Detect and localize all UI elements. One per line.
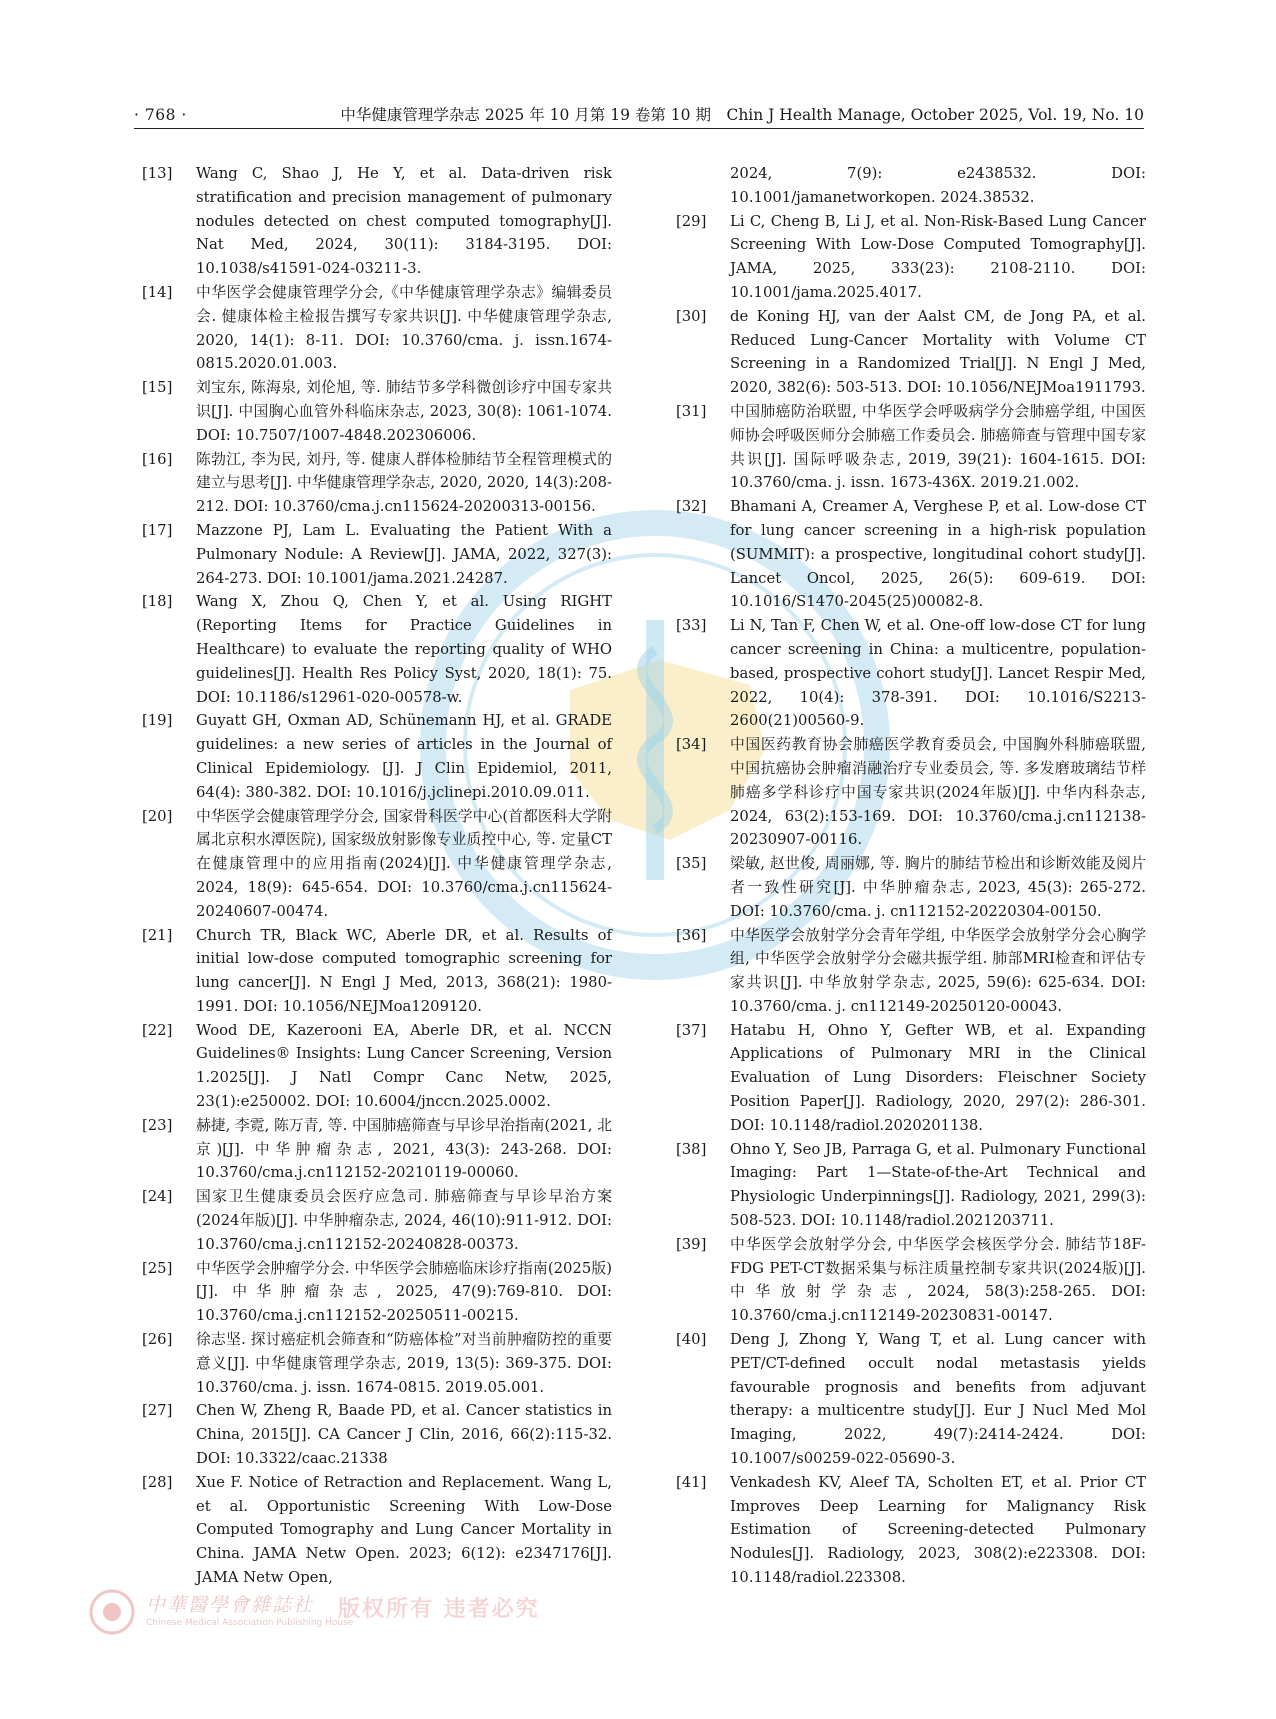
reference-item (676, 210, 1146, 305)
reference-text: 陈勃江, 李为民, 刘丹, 等. 健康人群体检肺结节全程管理模式的建立与思考[J]. 中华健康管理学杂志, 2020, 2020, 14(3):208-212. DOI: 10.3760/cma.j.cn115624-20200313-00156. (196, 450, 612, 516)
reference-item (142, 709, 612, 804)
reference-number: [26] (142, 1331, 173, 1349)
reference-text: 中华医学会放射学分会青年学组, 中华医学会放射学分会心胸学组, 中华医学会放射学分会磁共振学组. 肺部MRI检查和评估专家共识[J]. 中华放射学杂志, 2025, 59(6): 625-634. DOI: 10.3760/cma. j. cn112149-20250120-00043. (730, 926, 1146, 1015)
reference-text: Bhamani A, Creamer A, Verghese P, et al. Low-dose CT for lung cancer screening in a high-risk population (SUMMIT): a prospective, longitudinal cohort study[J]. Lancet Oncol, 2025, 26(5): 609-619. DOI: 10.1016/S1470-2045(25)00082-8. (730, 498, 1146, 611)
reference-text: Li N, Tan F, Chen W, et al. One-off low-dose CT for lung cancer screening in China: a multicentre, population-based, prospective cohort study[J]. Lancet Respir Med, 2022, 10(4): 378-391. DOI: 10.1016/S2213-2600(21)00560-9. (730, 617, 1146, 730)
reference-text: Mazzone PJ, Lam L. Evaluating the Patient With a Pulmonary Nodule: A Review[J]. JAMA, 2022, 327(3): 264-273. DOI: 10.1001/jama.2021.24287. (196, 521, 612, 587)
reference-number: [27] (142, 1402, 173, 1420)
publisher-name-en: Chinese Medical Association Publishing House (146, 1618, 354, 1628)
reference-number: [18] (142, 593, 173, 611)
reference-text: Li C, Cheng B, Li J, et al. Non-Risk-Based Lung Cancer Screening With Low-Dose Computed Tomography[J]. JAMA, 2025, 333(23): 2108-2110. DOI: 10.1001/jama.2025.4017. (730, 212, 1146, 301)
reference-text: 梁敏, 赵世俊, 周丽娜, 等. 胸片的肺结节检出和诊断效能及阅片者一致性研究[J]. 中华肿瘤杂志, 2023, 45(3): 265-272. DOI: 10.3760/cma. j. cn112152-20220304-00150. (730, 855, 1146, 920)
reference-number: [25] (142, 1259, 173, 1277)
reference-number: [21] (142, 926, 173, 944)
reference-item (142, 1114, 612, 1185)
reference-number: [15] (142, 379, 173, 397)
reference-item (142, 281, 612, 376)
reference-number: [39] (676, 1235, 707, 1253)
page-number: · 768 · (134, 106, 187, 124)
reference-number: [41] (676, 1473, 707, 1491)
running-header (134, 104, 1144, 129)
reference-number: [34] (676, 736, 707, 754)
reference-item (142, 590, 612, 709)
reference-text: 中华医学会健康管理学分会, 国家骨科医学中心(首都医科大学附属北京积水潭医院), 国家级放射影像专业质控中心, 等. 定量CT在健康管理中的应用指南(2024)[J]. 中华健康管理学杂志, 2024, 18(9): 645-654. DOI: 10.3760/cma.j.cn115624-20240607-00474. (196, 807, 612, 920)
reference-column-right (676, 162, 1146, 1590)
reference-number: [28] (142, 1473, 173, 1491)
reference-text: 中华医学会健康管理学分会,《中华健康管理学杂志》编辑委员会. 健康体检主检报告撰写专家共识[J]. 中华健康管理学杂志, 2020, 14(1): 8-11. DOI: 10.3760/cma. j. issn.1674-0815.2020.01.003. (196, 283, 612, 373)
reference-text: Ohno Y, Seo JB, Parraga G, et al. Pulmonary Functional Imaging: Part 1—State-of-the-Art Technical and Physiologic Underpinnings[J]. Radiology, 2021, 299(3): 508-523. DOI: 10.1148/radiol.2021203711. (730, 1140, 1146, 1230)
reference-item (676, 305, 1146, 400)
reference-number: [23] (142, 1116, 173, 1134)
reference-item (142, 1257, 612, 1328)
publisher-name: 中華醫學會雜誌社 (146, 1594, 315, 1616)
reference-item (142, 805, 612, 924)
reference-number: [31] (676, 402, 707, 420)
reference-text: Church TR, Black WC, Aberle DR, et al. Results of initial low-dose computed tomographic screening for lung cancer[J]. N Engl J Med, 2013, 368(21): 1980-1991. DOI: 10.1056/NEJMoa1209120. (196, 926, 612, 1015)
reference-text: Wang C, Shao J, He Y, et al. Data-driven risk stratification and precision management of pulmonary nodules detected on chest computed tomography[J]. Nat Med, 2024, 30(11): 3184-3195. DOI: 10.1038/s41591-024-03211-3. (196, 165, 612, 278)
reference-number: [16] (142, 450, 173, 468)
reference-item (676, 1138, 1146, 1233)
reference-item (142, 376, 612, 447)
reference-text: Venkadesh KV, Aleef TA, Scholten ET, et al. Prior CT Improves Deep Learning for Malignancy Risk Estimation of Screening-detected Pulmonary Nodules[J]. Radiology, 2023, 308(2):e223308. DOI: 10.1148/radiol.223308. (730, 1473, 1146, 1587)
reference-number: [24] (142, 1188, 173, 1206)
reference-item (676, 495, 1146, 614)
reference-number: [37] (676, 1021, 707, 1039)
journal-citation: 中华健康管理学杂志 2025 年 10 月第 19 卷第 10 期 Chin J Health Manage, October 2025, Vol. 19, No. 10 (340, 106, 1144, 124)
reference-number: [30] (676, 307, 707, 325)
reference-text: Chen W, Zheng R, Baade PD, et al. Cancer statistics in China, 2015[J]. CA Cancer J Clin, 2016, 66(2):115-32. DOI: 10.3322/caac.21338 (196, 1402, 612, 1468)
reference-item (142, 924, 612, 1019)
publisher-watermark (88, 1588, 588, 1644)
reference-item (142, 1019, 612, 1114)
reference-number: [19] (142, 712, 173, 730)
reference-text: Wood DE, Kazerooni EA, Aberle DR, et al. NCCN Guidelines® Insights: Lung Cancer Screening, Version 1.2025[J]. J Natl Compr Canc Netw, 2025, 23(1):e250002. DOI: 10.6004/jnccn.2025.0002. (196, 1021, 612, 1111)
reference-item (142, 1328, 612, 1399)
reference-number: [38] (676, 1140, 707, 1158)
reference-number: [32] (676, 498, 707, 516)
reference-item (676, 1233, 1146, 1328)
reference-item (142, 1399, 612, 1470)
reference-text: Guyatt GH, Oxman AD, Schünemann HJ, et al. GRADE guidelines: a new series of articles in the Journal of Clinical Epidemiology. [J]. J Clin Epidemiol, 2011, 64(4): 380-382. DOI: 10.1016/j.jclinepi.2010.09.011. (196, 712, 612, 801)
reference-text: Hatabu H, Ohno Y, Gefter WB, et al. Expanding Applications of Pulmonary MRI in the Clinical Evaluation of Lung Disorders: Fleischner Society Position Paper[J]. Radiology, 2020, 297(2): 286-301. DOI: 10.1148/radiol.2020201138. (730, 1021, 1146, 1134)
reference-text: 中国肺癌防治联盟, 中华医学会呼吸病学分会肺癌学组, 中国医师协会呼吸医师分会肺癌工作委员会. 肺癌筛查与管理中国专家共识[J]. 国际呼吸杂志, 2019, 39(21): 1604-1615. DOI: 10.3760/cma. j. issn. 1673-436X. 2019.21.002. (730, 402, 1146, 492)
reference-item (676, 614, 1146, 733)
reference-text: 刘宝东, 陈海泉, 刘伦旭, 等. 肺结节多学科微创诊疗中国专家共识[J]. 中国胸心血管外科临床杂志, 2023, 30(8): 1061-1074. DOI: 10.7507/1007-4848.202306006. (196, 379, 612, 444)
reference-item (676, 733, 1146, 852)
publisher-logo-icon (88, 1588, 136, 1636)
reference-number: [13] (142, 165, 173, 182)
reference-item (676, 852, 1146, 923)
reference-number: [20] (142, 807, 173, 825)
reference-text: Deng J, Zhong Y, Wang T, et al. Lung cancer with PET/CT-defined occult nodal metastasis yields favourable prognosis and benefits from adjuvant therapy: a multicentre study[J]. Eur J Nucl Med Mol Imaging, 2022, 49(7):2414-2424. DOI: 10.1007/s00259-022-05690-3. (730, 1331, 1146, 1468)
reference-item (676, 1019, 1146, 1138)
reference-number: [22] (142, 1021, 173, 1039)
reference-item (676, 1471, 1146, 1590)
reference-text: 赫捷, 李霓, 陈万青, 等. 中国肺癌筛查与早诊早治指南(2021, 北京)[J]. 中华肿瘤杂志, 2021, 43(3): 243-268. DOI: 10.3760/cma.j.cn112152-20210119-00060. (196, 1116, 612, 1182)
reference-number: [36] (676, 926, 707, 944)
reference-number: [35] (676, 855, 707, 873)
reference-number: [29] (676, 212, 707, 230)
reference-item (676, 1328, 1146, 1471)
reference-text: de Koning HJ, van der Aalst CM, de Jong PA, et al. Reduced Lung-Cancer Mortality with Volume CT Screening in a Randomized Trial[J]. N Engl J Med, 2020, 382(6): 503-513. DOI: 10.1056/NEJMoa1911793. (730, 307, 1146, 397)
reference-item (142, 1471, 612, 1590)
reference-number: [33] (676, 617, 707, 635)
reference-text: 中华医学会肿瘤学分会. 中华医学会肺癌临床诊疗指南(2025版)[J]. 中华肿瘤杂志, 2025, 47(9):769-810. DOI: 10.3760/cma.j.cn112152-20250511-00215. (196, 1259, 612, 1325)
reference-text: Xue F. Notice of Retraction and Replacement. Wang L, et al. Opportunistic Screening With Low-Dose Computed Tomography and Lung Cancer Mortality in China. JAMA Netw Open. 2023; 6(12): e2347176[J]. JAMA Netw Open, (196, 1473, 612, 1587)
reference-text: 中华医学会放射学分会, 中华医学会核医学分会. 肺结节18F-FDG PET-CT数据采集与标注质量控制专家共识(2024版)[J]. 中华放射学杂志, 2024, 58(3):258-265. DOI: 10.3760/cma.j.cn112149-20230831-00147. (730, 1235, 1146, 1325)
reference-number: [14] (142, 283, 173, 301)
reference-item (142, 448, 612, 519)
reference-item (142, 519, 612, 590)
reference-number: [17] (142, 521, 173, 539)
reference-number: [40] (676, 1331, 707, 1349)
reference-column-left (142, 162, 612, 1590)
copyright-notice: 版权所有 违者必究 (338, 1596, 540, 1622)
reference-text: 徐志坚. 探讨癌症机会筛查和“防癌体检”对当前肿瘤防控的重要意义[J]. 中华健康管理学杂志, 2019, 13(5): 369-375. DOI: 10.3760/cma. j. issn. 1674-0815. 2019.05.001. (196, 1331, 612, 1396)
reference-continuation: 2024, 7(9): e2438532. DOI: 10.1001/jamanetworkopen. 2024.38532. (730, 165, 1146, 206)
reference-item (142, 162, 612, 281)
reference-text: Wang X, Zhou Q, Chen Y, et al. Using RIGHT (Reporting Items for Practice Guidelines in Healthcare) to evaluate the reporting quality of WHO guidelines[J]. Health Res Policy Syst, 2020, 18(1): 75. DOI: 10.1186/s12961-020-00578-w. (196, 593, 612, 706)
reference-text: 国家卫生健康委员会医疗应急司. 肺癌筛查与早诊早治方案(2024年版)[J]. 中华肿瘤杂志, 2024, 46(10):911-912. DOI: 10.3760/cma.j.cn112152-20240828-00373. (196, 1188, 612, 1253)
reference-item (676, 400, 1146, 495)
reference-item (676, 924, 1146, 1019)
reference-item (142, 1185, 612, 1256)
reference-text: 中国医药教育协会肺癌医学教育委员会, 中国胸外科肺癌联盟, 中国抗癌协会肿瘤消融治疗专业委员会, 等. 多发磨玻璃结节样肺癌多学科诊疗中国专家共识(2024年版)[J]. 中华内科杂志, 2024, 63(2):153-169. DOI: 10.3760/cma.j.cn112138-20230907-00116. (730, 736, 1146, 849)
